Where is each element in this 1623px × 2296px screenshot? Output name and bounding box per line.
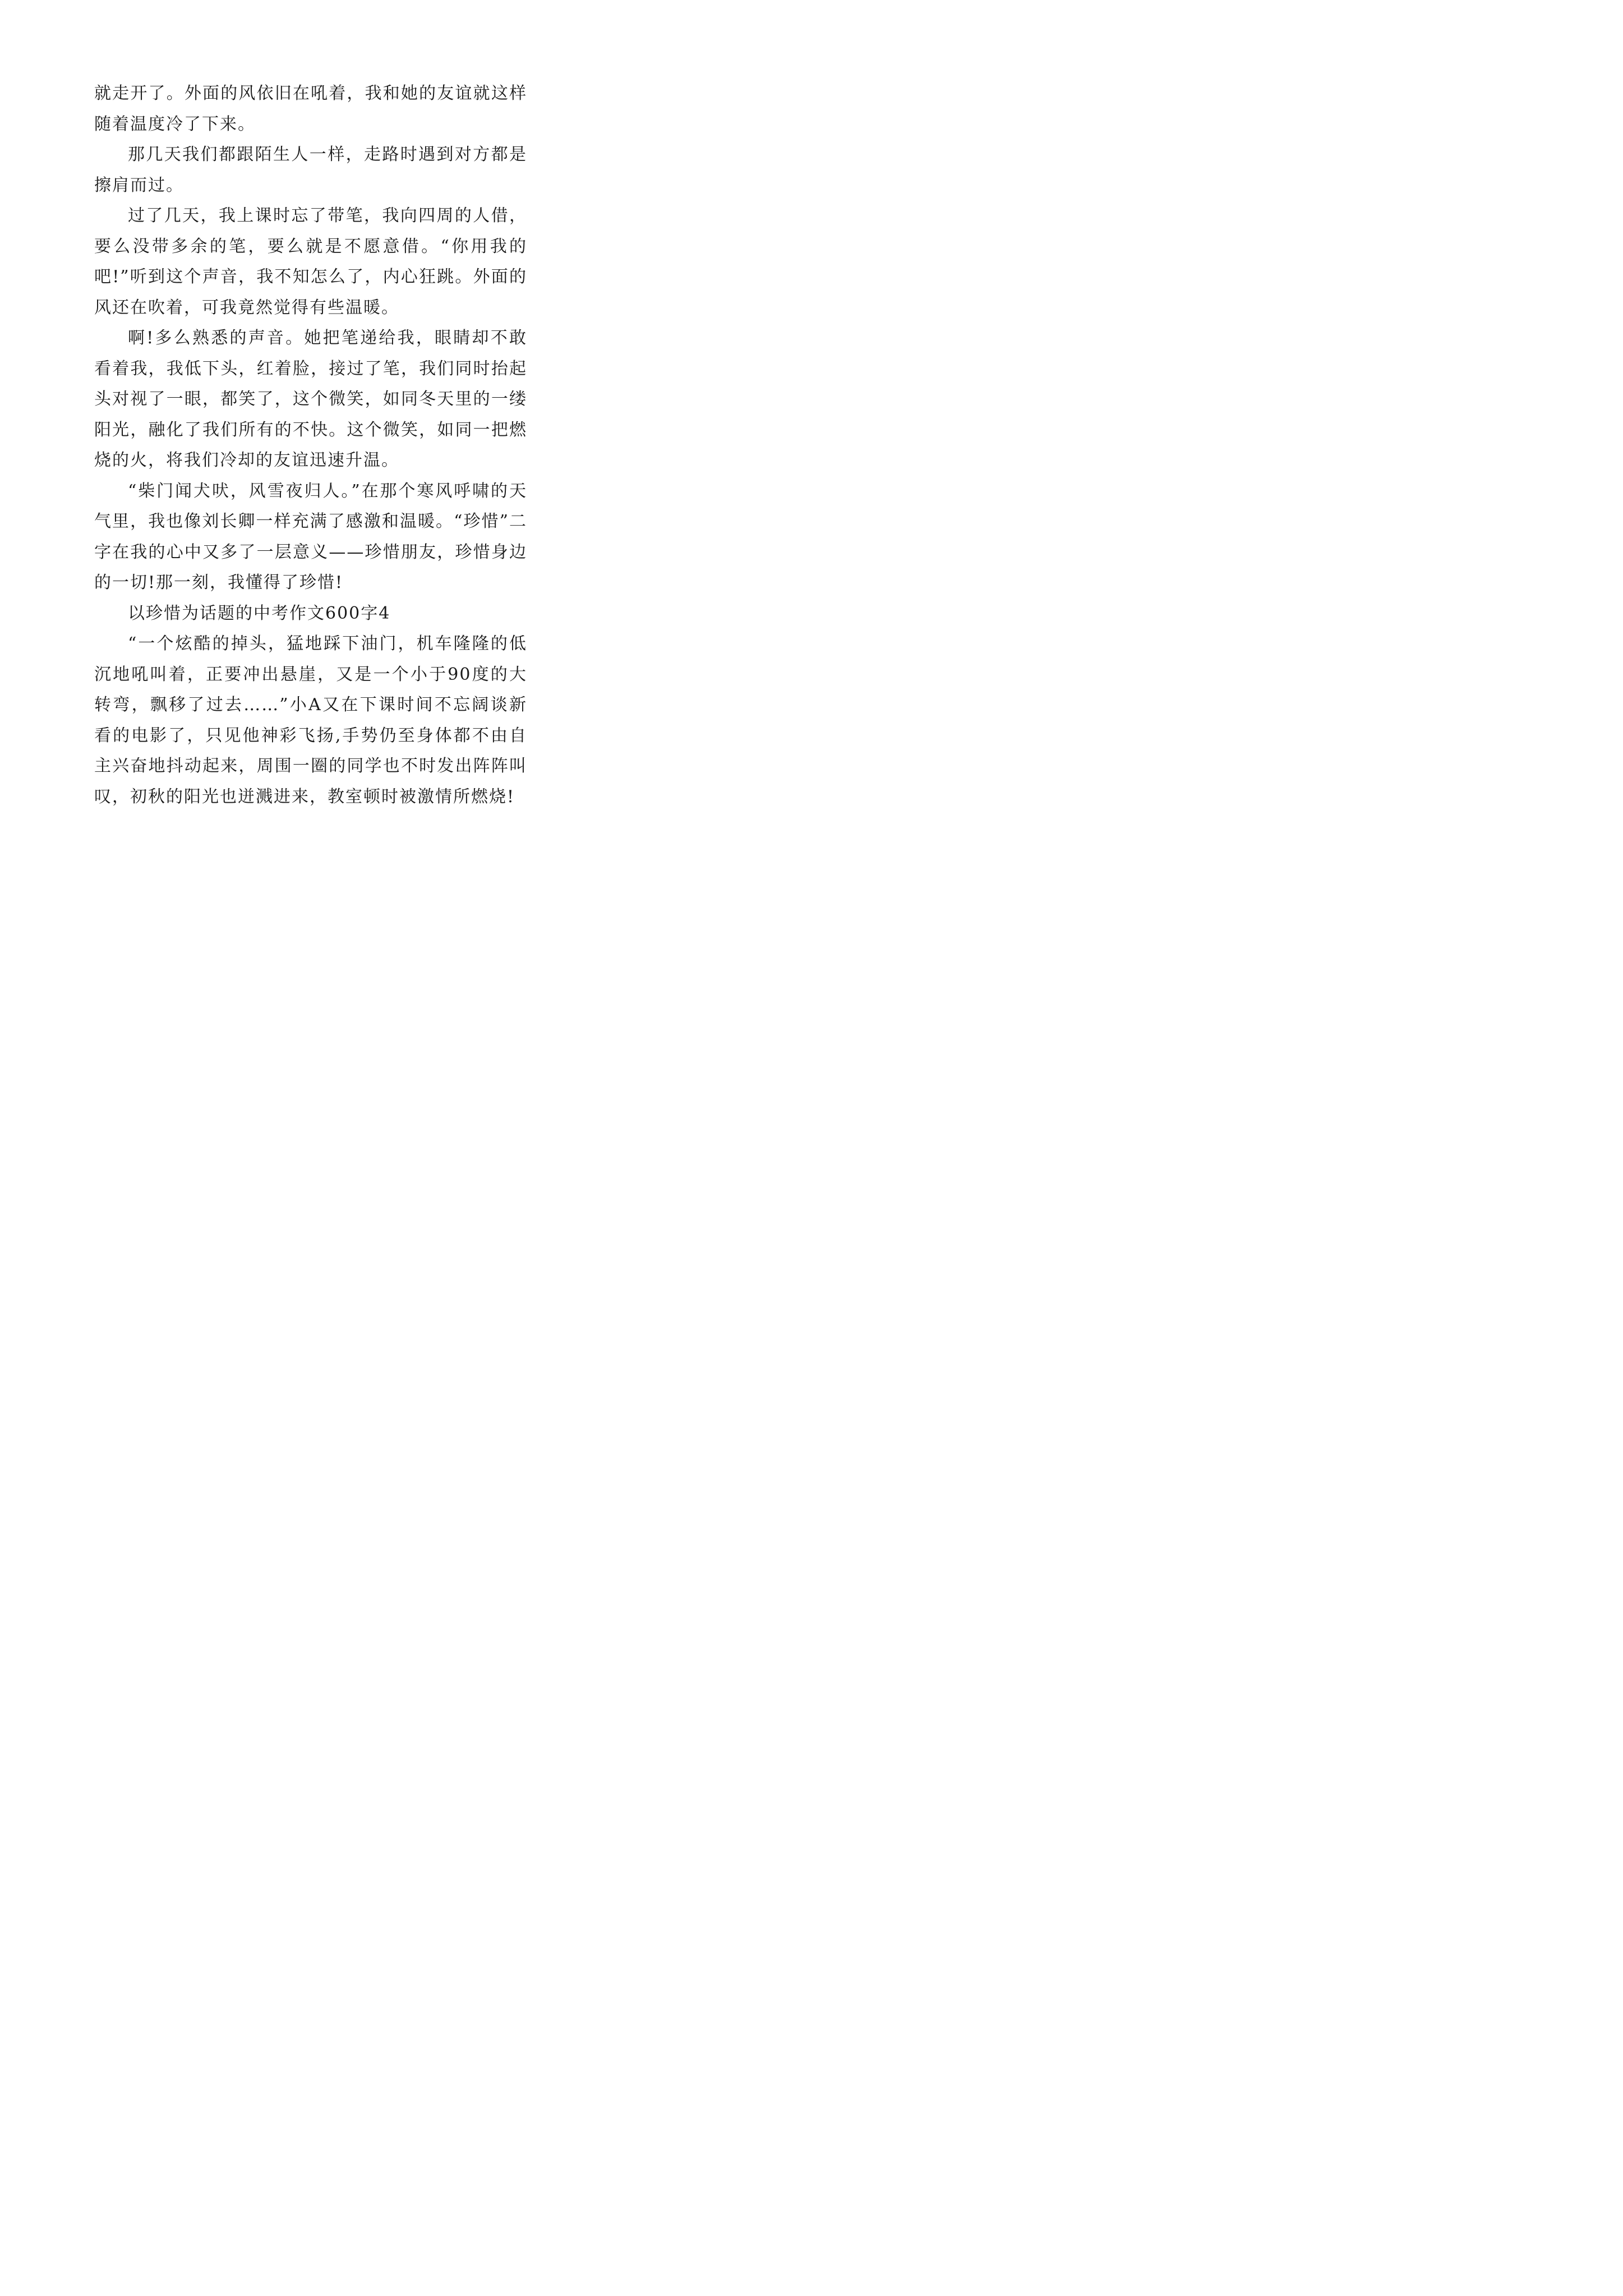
paragraph-movie: “一个炫酷的掉头，猛地踩下油门，机车隆隆的低沉地吼叫着，正要冲出悬崖，又是一个小于90度的大转弯，飘移了过去……”小A又在下课时间不忘阔谈新看的电影了，只见他神彩飞扬,手势仍至身体都不由自主兴奋地抖动起来，周围一圈的同学也不时发出阵阵叫叹，初秋的阳光也迸溅进来，教室顿时被激情所燃烧!: [94, 634, 527, 807]
essay-heading: 以珍惜为话题的中考作文600字4: [128, 603, 391, 623]
paragraph-strangers: 那几天我们都跟陌生人一样，走路时遇到对方都是擦肩而过。: [94, 145, 527, 195]
paragraph-poem: “柴门闻犬吠，风雪夜归人。”在那个寒风呼啸的天气里，我也像刘长卿一样充满了感激和温暖。“珍惜”二字在我的心中又多了一层意义——珍惜朋友，珍惜身边的一切!那一刻，我懂得了珍惜!: [94, 481, 527, 592]
paragraph-borrow-pen: 过了几天，我上课时忘了带笔，我向四周的人借，要么没带多余的笔，要么就是不愿意借。“你用我的吧!”听到这个声音，我不知怎么了，内心狂跳。外面的风还在吹着，可我竟然觉得有些温暖。: [94, 206, 527, 318]
paragraph-smile: 啊!多么熟悉的声音。她把笔递给我，眼睛却不敢看着我，我低下头，红着脸，接过了笔，我们同时抬起头对视了一眼，都笑了，这个微笑，如同冬天里的一缕阳光，融化了我们所有的不快。这个微笑，如同一把燃烧的火，将我们冷却的友谊迅速升温。: [94, 328, 527, 470]
paragraph-continuation: 就走开了。外面的风依旧在吼着，我和她的友谊就这样随着温度冷了下来。: [94, 84, 527, 134]
document-body: [94, 79, 527, 812]
document-page: [0, 0, 610, 862]
